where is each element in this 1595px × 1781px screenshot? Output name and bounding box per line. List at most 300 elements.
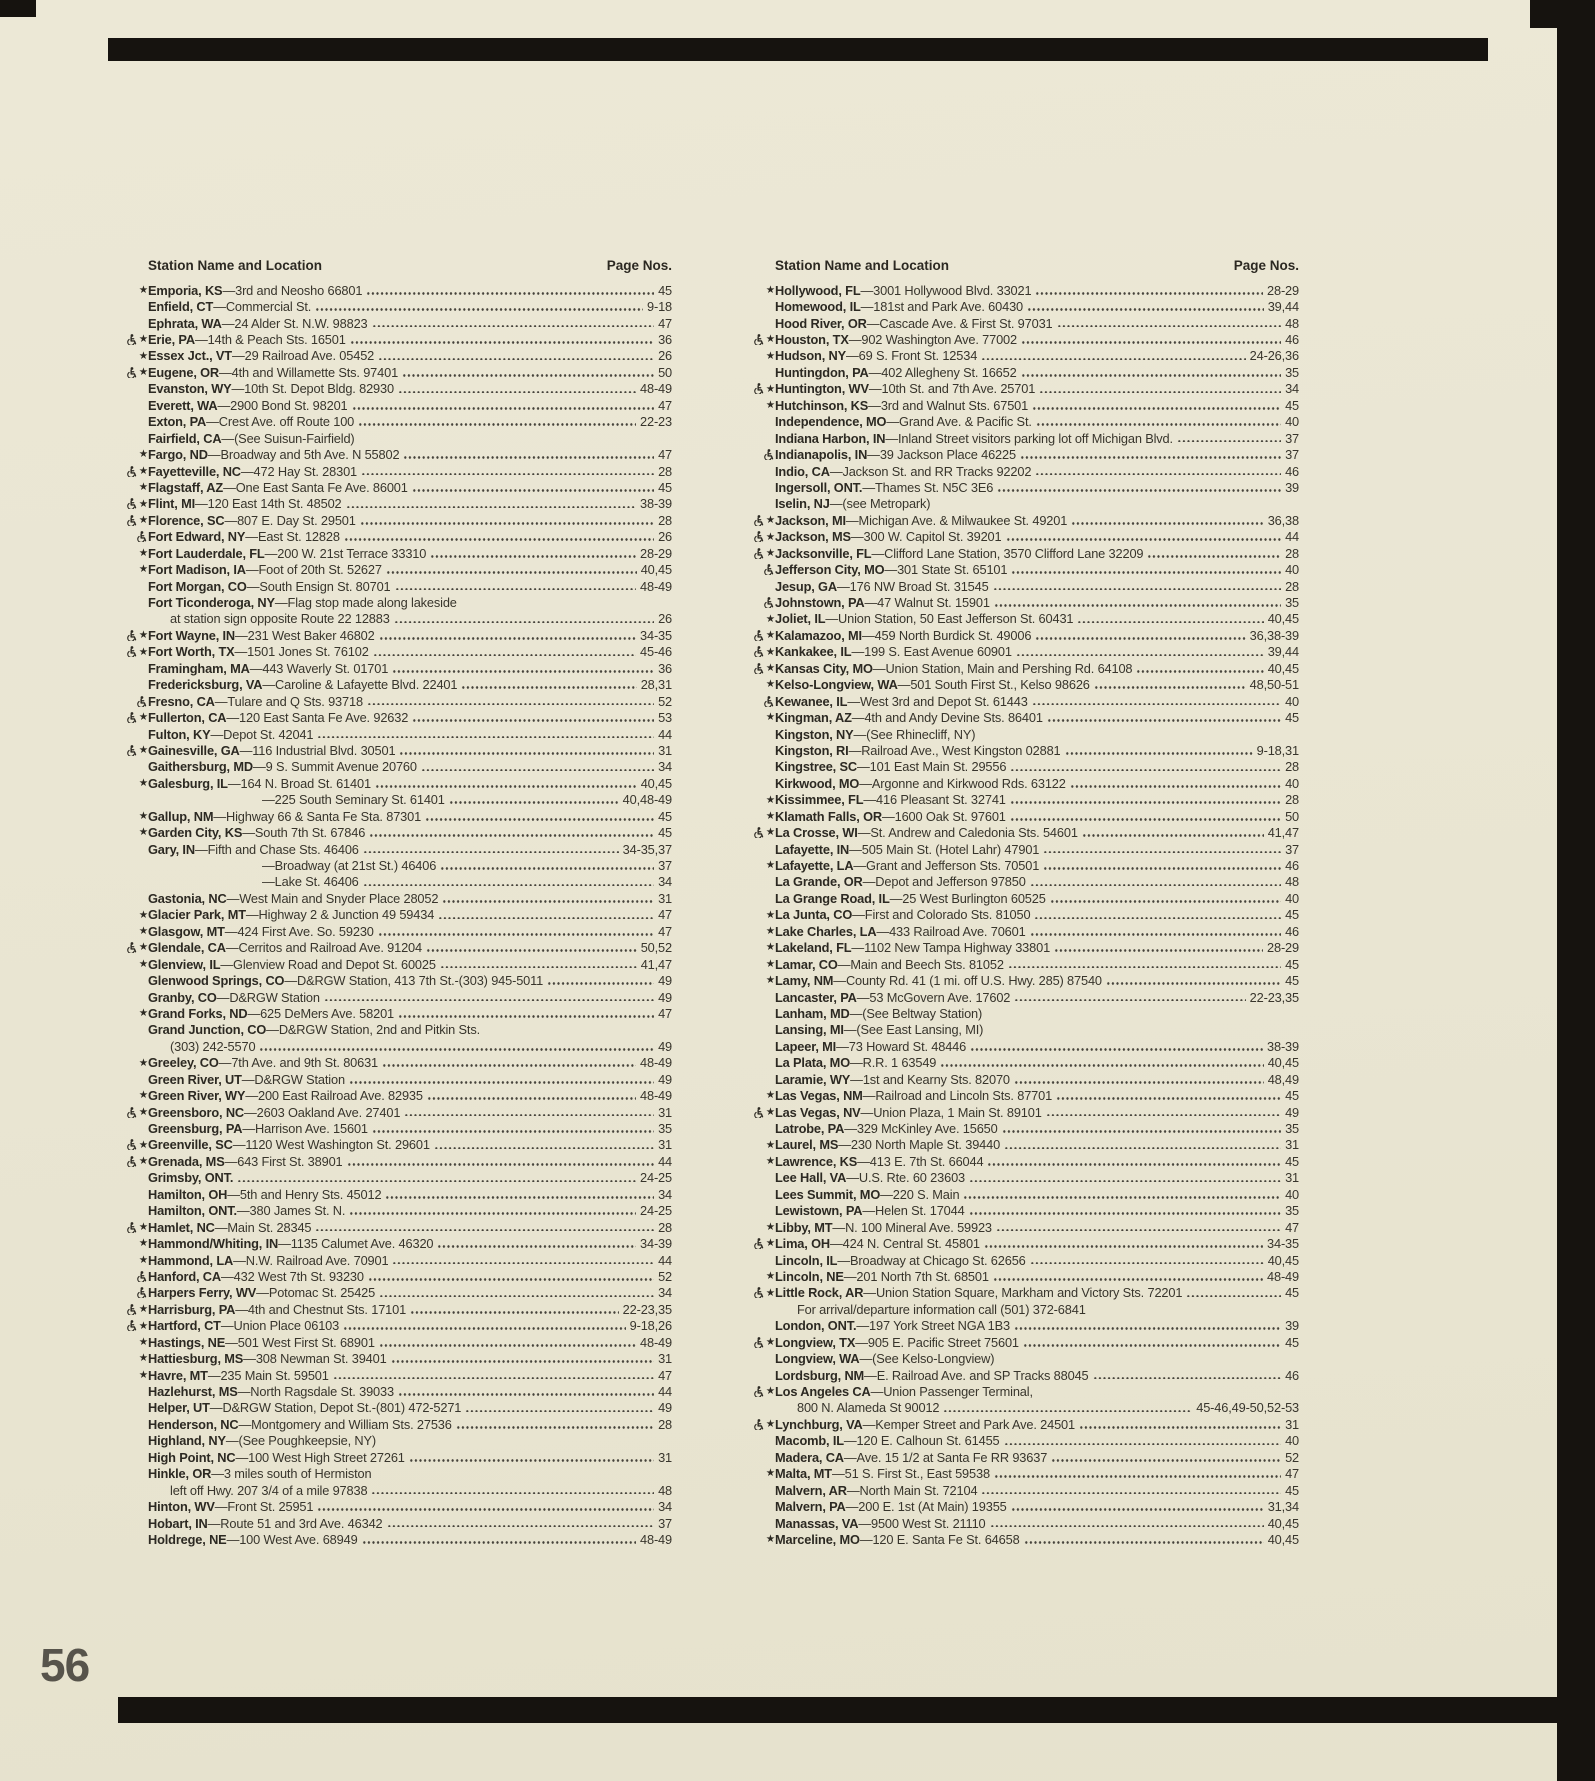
station-address: —Depot and Jefferson 97850 [862,874,1026,890]
page-number: 50 [1285,808,1299,824]
dot-leader [373,654,636,657]
station-address: —Helen St. 17044 [862,1203,965,1219]
dot-leader [392,1262,654,1265]
station-name: Manassas, VA [775,1515,859,1531]
dot-leader [984,1245,1263,1248]
station-symbols [747,1287,775,1298]
station-row [747,397,1299,413]
station-address: —Broadway at Chicago St. 62656 [837,1252,1026,1268]
station-address: —Union Passenger Terminal, [870,1384,1033,1400]
dot-leader [1032,407,1281,410]
page-number: 40,45 [640,775,672,791]
page-number: 40 [1285,1433,1299,1449]
page-number: 47 [658,315,672,331]
dot-leader [1106,982,1281,985]
station-address: —1501 Jones St. 76102 [234,644,369,660]
page-number: 38-39 [640,496,672,512]
station-row [120,1285,672,1301]
station-name: Kalamazoo, MI [775,627,862,643]
station-symbols [120,630,148,641]
station-name: Hudson, NY [775,348,847,364]
column-header [775,258,1299,273]
station-address: —South 7th St. 67846 [242,825,366,841]
station-list [747,282,1299,1548]
station-symbols [120,1320,148,1331]
station-address: —Broadway (at 21st St.) 46406 [262,858,437,874]
station-row [120,298,672,314]
accessible-icon [753,548,764,559]
station-address: —Union Station, 50 East Jefferson St. 60431 [825,611,1074,627]
accessible-icon [126,1320,137,1331]
station-name: Lafayette, LA [775,858,854,874]
star-icon: ★ [138,1237,148,1250]
station-name: Hamilton, ONT. [148,1203,237,1219]
dot-leader [1065,752,1253,755]
station-name: Framingham, MA [148,660,250,676]
station-row [120,1005,672,1021]
page-number: 49 [658,973,672,989]
station-symbols [747,926,775,937]
star-icon: ★ [765,793,775,806]
station-address: —West 3rd and Depot St. 61443 [847,693,1028,709]
dot-leader [1046,1114,1281,1117]
station-symbols [747,1386,775,1397]
dot-leader [1023,1344,1281,1347]
dot-leader [1034,917,1281,920]
station-row [747,644,1299,660]
station-name: Hamlet, NC [148,1219,215,1235]
station-address: —300 W. Capitol St. 39201 [850,529,1002,545]
page-number: 48-49 [640,1334,672,1350]
page-number: 35 [1285,364,1299,380]
dot-leader [1021,341,1281,344]
station-symbols [120,498,148,509]
station-address: —Thames St. N5C 3E6 [862,479,994,495]
page-number: 48 [1285,315,1299,331]
station-row [747,759,1299,775]
dot-leader [547,982,654,985]
star-icon: ★ [138,563,148,576]
station-address: —10th St. and 7th Ave. 25701 [868,381,1036,397]
accessible-icon [126,630,137,641]
star-icon: ★ [765,399,775,412]
station-name: Lansing, MI [775,1022,844,1038]
dot-leader [1032,703,1281,706]
dot-leader [368,1278,654,1281]
station-name: Lancaster, PA [775,989,857,1005]
station-address: —North Ragsdale St. 39033 [237,1384,394,1400]
station-row [747,1383,1299,1399]
station-address: —Main St. 28345 [214,1219,312,1235]
station-name: Hood River, OR [775,315,867,331]
station-address: —164 N. Broad St. 61401 [227,775,371,791]
station-name: Lincoln, IL [775,1252,838,1268]
star-icon: ★ [138,1056,148,1069]
station-row [120,397,672,413]
station-row [120,1203,672,1219]
station-name: Flagstaff, AZ [148,479,224,495]
page-number: 45 [1285,710,1299,726]
station-row [120,956,672,972]
dot-leader [981,358,1246,361]
station-address: —231 West Baker 46802 [235,627,375,643]
page-number: 39,44 [1267,299,1299,315]
dot-leader [434,1147,654,1150]
station-row [747,1203,1299,1219]
station-address: —D&RGW Station [241,1071,345,1087]
station-name: Harrisburg, PA [148,1301,236,1317]
page-number: 48,50-51 [1249,677,1299,693]
station-row [120,989,672,1005]
page-number: 28 [1285,792,1299,808]
star-icon: ★ [138,481,148,494]
station-name: Grenada, MS [148,1153,225,1169]
station-name: Lake Charles, LA [775,923,877,939]
star-icon: ★ [765,333,775,346]
page-number: 41,47 [640,956,672,972]
page-number: 48-49 [640,1055,672,1071]
station-name: Fairfield, CA [148,430,222,446]
station-address: —3 miles south of Hermiston [211,1466,372,1482]
star-icon: ★ [765,382,775,395]
star-icon: ★ [138,1368,148,1381]
page-number: 49 [658,989,672,1005]
dot-leader [361,473,654,476]
station-row [120,529,672,545]
station-row [120,1038,672,1054]
column-header-station: Station Name and Location [775,258,950,273]
dot-leader [1004,1443,1282,1446]
station-address: —308 Newman St. 39401 [243,1351,387,1367]
star-icon: ★ [138,514,148,527]
station-name: Garden City, KS [148,825,243,841]
dot-leader [372,325,655,328]
page-number: 45 [1285,1482,1299,1498]
station-name: Homewood, IL [775,299,861,315]
dot-leader [360,522,654,525]
dot-leader [317,736,654,739]
page-number: 47 [658,1005,672,1021]
station-address: —Tulare and Q Sts. 93718 [214,693,363,709]
dot-leader [1054,949,1263,952]
station-address: —D&RGW Station, Depot St.-(801) 472-5271 [209,1400,462,1416]
page-number: 40 [1285,562,1299,578]
station-row [747,1531,1299,1547]
star-icon: ★ [765,809,775,822]
station-row [120,496,672,512]
station-row [747,857,1299,873]
station-name: Indianapolis, IN [775,447,868,463]
station-row [747,1252,1299,1268]
station-row [747,512,1299,528]
page-number: 40,45 [1267,1515,1299,1531]
page-number: 31 [1285,1137,1299,1153]
dot-leader [375,785,637,788]
dot-leader [1011,1508,1264,1511]
station-symbols [747,910,775,921]
station-symbols [120,466,148,477]
page-number: 48 [658,1482,672,1498]
station-address: —Harrison Ave. 15601 [242,1121,368,1137]
page-number: 38-39 [1267,1038,1299,1054]
accessible-icon [126,1304,137,1315]
station-symbols [747,712,775,723]
station-address: —Potomac St. 25425 [256,1285,376,1301]
station-row [120,792,672,808]
star-icon: ★ [765,859,775,872]
station-name: Fullerton, CA [148,710,227,726]
station-address: —Commercial St. [213,299,312,315]
station-address: —47 Walnut St. 15901 [864,595,990,611]
page-number: 31 [658,1137,672,1153]
station-row [747,545,1299,561]
dot-leader [430,555,636,558]
station-address: —505 Main St. (Hotel Lahr) 47901 [849,841,1040,857]
accessible-icon [126,1222,137,1233]
station-symbols [747,663,775,674]
dot-leader [1020,456,1281,459]
page-number: 44 [658,1252,672,1268]
station-row [747,315,1299,331]
station-name: Ephrata, WA [148,315,222,331]
station-symbols [120,1222,148,1233]
station-row [747,824,1299,840]
star-icon: ★ [138,1155,148,1168]
star-icon: ★ [765,1418,775,1431]
dot-leader [1002,1130,1281,1133]
station-symbols [120,334,148,345]
page-number: 28 [658,1416,672,1432]
station-row [747,1186,1299,1202]
station-name: Hammond, LA [148,1252,234,1268]
station-symbols [747,614,775,625]
station-address: —(See Kelso-Longview) [859,1351,995,1367]
station-row [747,594,1299,610]
station-address: —120 E. Calhoun St. 61455 [843,1433,1000,1449]
station-address: —Union Station Square, Markham and Victory Sts. 72201 [863,1285,1183,1301]
station-address: —Crest Ave. off Route 100 [206,414,355,430]
page-number: 28-29 [640,545,672,561]
station-row [747,1137,1299,1153]
dot-leader [1021,374,1281,377]
page-number: 48-49 [640,1088,672,1104]
station-row [747,1350,1299,1366]
station-address: —N. 100 Mineral Ave. 59923 [832,1219,992,1235]
station-symbols [120,745,148,756]
station-name: Las Vegas, NM [775,1088,863,1104]
star-icon: ★ [138,826,148,839]
dot-leader [398,1015,654,1018]
station-name: Lordsburg, NM [775,1367,865,1383]
station-address: 800 N. Alameda St 90012 [797,1400,940,1416]
station-name: Flint, MI [148,496,195,512]
station-row [747,1071,1299,1087]
station-row [120,1334,672,1350]
station-row [120,1235,672,1251]
station-row [747,561,1299,577]
accessible-icon [136,696,147,707]
accessible-icon [753,827,764,838]
station-address: —1st and Kearny Sts. 82070 [850,1071,1010,1087]
page-number: 53 [658,710,672,726]
station-row [747,414,1299,430]
station-row [747,841,1299,857]
station-row [747,693,1299,709]
station-name: Johnstown, PA [775,595,865,611]
star-icon: ★ [138,333,148,346]
star-icon: ★ [765,711,775,724]
station-row [747,430,1299,446]
page-number: 24-25 [640,1170,672,1186]
page-number: 40,45 [1267,611,1299,627]
station-symbols [747,1419,775,1430]
station-name: Houston, TX [775,332,849,348]
station-name: Glenview, IL [148,956,221,972]
station-name: London, ONT. [775,1318,857,1334]
dot-leader [440,867,654,870]
station-name: Essex Jct., VT [148,348,232,364]
dot-leader [391,1360,655,1363]
station-row [747,1466,1299,1482]
station-name: Lapeer, MI [775,1038,837,1054]
station-symbols [120,482,148,493]
station-name: Ingersoll, ONT. [775,479,863,495]
dot-leader [1043,851,1281,854]
page-number: 40,45 [1267,1055,1299,1071]
station-symbols [747,515,775,526]
station-address: —101 East Main St. 29556 [856,759,1007,775]
station-address: —U.S. Rte. 60 23603 [846,1170,966,1186]
station-address: —25 West Burlington 60525 [889,890,1046,906]
accessible-icon [753,1337,764,1348]
station-name: Lima, OH [775,1236,830,1252]
page-number: 48-49 [1267,1268,1299,1284]
page-number: 37 [1285,841,1299,857]
station-symbols [747,646,775,657]
station-row [120,759,672,775]
accessible-icon [753,531,764,542]
page-number: 31 [658,1351,672,1367]
station-name: Fort Wayne, IN [148,627,236,643]
station-address: —39 Jackson Place 46225 [867,447,1016,463]
station-address: —Lake St. 46406 [262,874,359,890]
station-address: —Flag stop made along lakeside [274,595,457,611]
accessible-icon [753,334,764,345]
accessible-icon [753,630,764,641]
station-name: Kewanee, IL [775,693,848,709]
page-number: 28 [658,1219,672,1235]
station-address: —120 East 14th St. 48502 [194,496,342,512]
page-number: 44 [658,1153,672,1169]
station-row [747,496,1299,512]
station-symbols [120,811,148,822]
station-name: Glendale, CA [148,940,226,956]
dot-leader [993,1278,1263,1281]
dot-leader [1039,391,1281,394]
station-name: Galesburg, IL [148,775,228,791]
station-name: Kissimmee, FL [775,792,864,808]
page-number: 46 [1285,332,1299,348]
station-address: —2603 Oakland Ave. 27401 [244,1104,401,1120]
station-address: —120 E. Santa Fe St. 64658 [859,1531,1020,1547]
station-address: —9500 West St. 21110 [858,1515,986,1531]
station-row [120,331,672,347]
station-symbols [747,827,775,838]
station-address: —176 NW Broad St. 31545 [836,578,989,594]
dot-leader [990,1525,1264,1528]
dot-leader [1093,1377,1282,1380]
station-row [747,348,1299,364]
station-name: Enfield, CT [148,299,214,315]
accessible-icon [753,646,764,657]
dot-leader [378,358,654,361]
page-number: 37 [658,858,672,874]
station-row [747,1235,1299,1251]
station-symbols [747,1468,775,1479]
dot-leader [1043,867,1281,870]
page-number: 40 [1285,1186,1299,1202]
station-address: —Kemper Street and Park Ave. 24501 [862,1416,1075,1432]
dot-leader [1010,818,1281,821]
station-name: Greenville, SC [148,1137,233,1153]
page-number: 31 [1285,1170,1299,1186]
page-number: 45 [1285,1153,1299,1169]
dot-leader [1051,1459,1281,1462]
dot-leader [392,670,654,673]
station-name: Kingman, AZ [775,710,852,726]
page-number: 47 [658,907,672,923]
station-address: —Highway 66 & Santa Fe Sta. 87301 [213,808,422,824]
dot-leader [969,1180,1281,1183]
page-number: 36,38-39 [1249,627,1299,643]
station-row [120,479,672,495]
station-row [120,808,672,824]
page-number: 9-18,31 [1256,742,1299,758]
station-name: Lewistown, PA [775,1203,863,1219]
border-corner-top-left [0,0,36,17]
star-icon: ★ [765,1155,775,1168]
accessible-icon [763,564,774,575]
accessible-icon [126,712,137,723]
page-number: 28-29 [1267,940,1299,956]
dot-leader [363,851,619,854]
station-row [747,1087,1299,1103]
column-header [148,258,672,273]
star-icon: ★ [765,1237,775,1250]
star-icon: ★ [765,974,775,987]
dot-leader [1047,719,1281,722]
station-symbols [120,531,148,542]
station-row [747,923,1299,939]
station-row [120,545,672,561]
station-row [747,890,1299,906]
page-number: 22-23 [640,414,672,430]
station-symbols [120,910,148,921]
dot-leader [969,1212,1281,1215]
station-address: —Cerritos and Railroad Ave. 91204 [225,940,422,956]
station-name: Green River, WY [148,1088,246,1104]
station-row [120,282,672,298]
station-row [747,446,1299,462]
accessible-icon [126,1156,137,1167]
station-row [120,841,672,857]
station-address: (303) 242-5570 [170,1038,256,1054]
station-row [747,1498,1299,1514]
page-number: 34-35,37 [622,841,672,857]
accessible-icon [753,1419,764,1430]
station-row [120,660,672,676]
page-number: 36 [658,332,672,348]
